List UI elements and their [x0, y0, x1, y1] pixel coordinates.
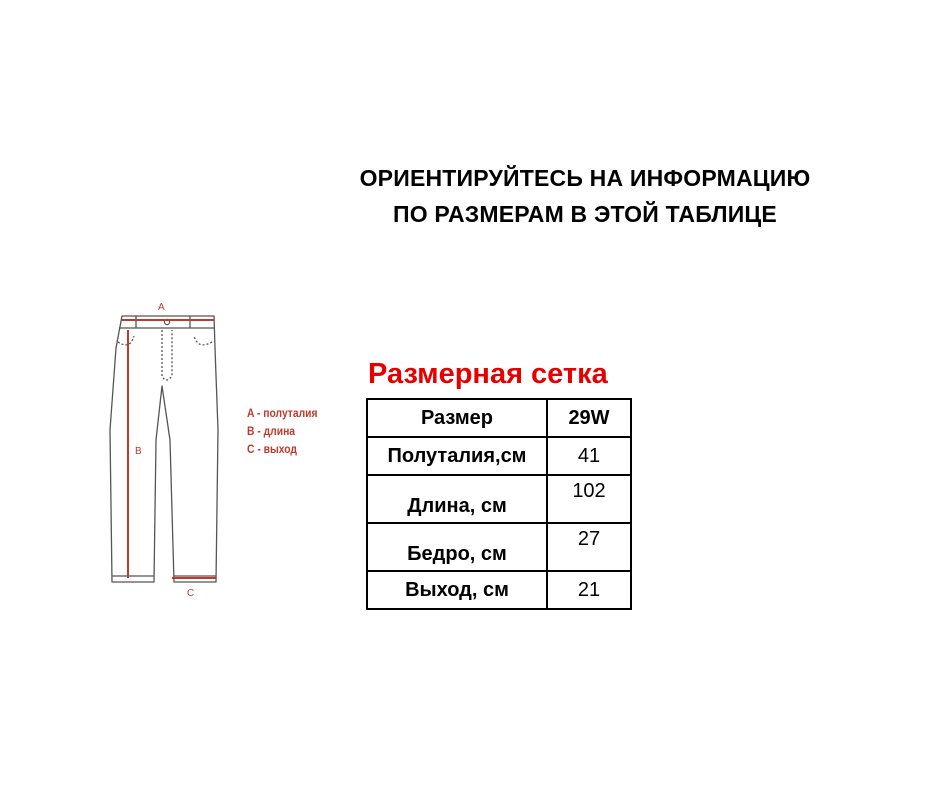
- row-label: Длина, см: [367, 475, 547, 523]
- heading-line-1: ОРИЕНТИРУЙТЕСЬ НА ИНФОРМАЦИЮ: [359, 165, 811, 191]
- pants-outline: [110, 316, 218, 582]
- measurement-legend: [247, 404, 318, 458]
- row-label: Бедро, см: [367, 523, 547, 571]
- fly-stitch: [162, 330, 172, 380]
- marker-c: C: [187, 588, 195, 599]
- row-value: 27: [547, 523, 631, 571]
- row-label: Выход, см: [367, 571, 547, 609]
- legend-item-c: C - выход: [247, 442, 297, 456]
- row-value: 41: [547, 437, 631, 475]
- marker-b: B: [135, 446, 142, 457]
- table-row: [367, 475, 631, 523]
- left-pocket: [118, 336, 134, 345]
- row-label: Полуталия,см: [367, 437, 547, 475]
- right-pocket: [194, 336, 212, 345]
- header-label-cell: Размер: [367, 399, 547, 437]
- size-table-title: Размерная сетка: [368, 358, 608, 390]
- table-row: [367, 523, 631, 571]
- table-row: [367, 571, 631, 609]
- legend-item-a: A - полуталия: [247, 406, 318, 420]
- header-size-cell: 29W: [547, 399, 631, 437]
- heading-line-2: ПО РАЗМЕРАМ В ЭТОЙ ТАБЛИЦЕ: [393, 201, 777, 227]
- table-header-row: [367, 399, 631, 437]
- legend-item-b: B - длина: [247, 424, 296, 438]
- row-value: 21: [547, 571, 631, 609]
- page-heading: [330, 160, 840, 232]
- marker-a: A: [158, 302, 165, 313]
- row-value: 102: [547, 475, 631, 523]
- table-row: [367, 437, 631, 475]
- size-table: [366, 398, 632, 610]
